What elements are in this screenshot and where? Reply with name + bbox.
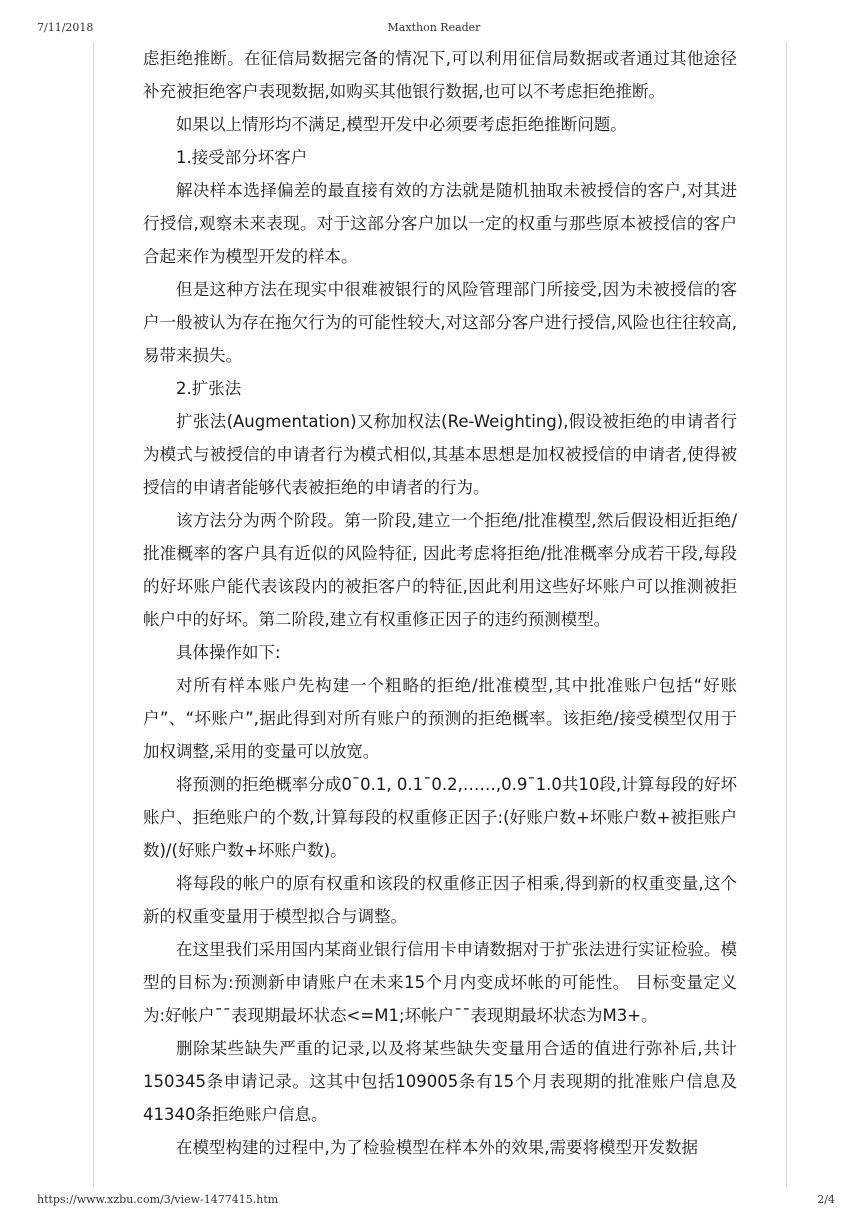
section-heading: 1.接受部分坏客户 <box>176 148 308 167</box>
page-indicator: 2/4 <box>817 1193 835 1206</box>
paragraph: 在模型构建的过程中,为了检验模型在样本外的效果,需要将模型开发数据 <box>176 1138 698 1157</box>
app-title: Maxthon Reader <box>387 21 481 34</box>
article-body <box>143 42 737 1164</box>
paragraph: 如果以上情形均不满足,模型开发中必须要考虑拒绝推断问题。 <box>176 115 627 134</box>
paragraph: 扩张法(Augmentation)又称加权法(Re-Weighting),假设被拒绝的申请者行为模式与被授信的申请者行为模式相似,其基本思想是加权被授信的申请者,使得被授信的申请者能够代表被拒绝的申请者的行为。 <box>143 412 737 497</box>
paragraph: 对所有样本账户先构建一个粗略的拒绝/批准模型,其中批准账户包括“好账户”、“坏账户”,据此得到对所有账户的预测的拒绝概率。该拒绝/接受模型仅用于加权调整,采用的变量可以放宽。 <box>143 676 737 761</box>
paragraph: 具体操作如下: <box>176 643 281 662</box>
print-header <box>0 21 868 37</box>
paragraph: 在这里我们采用国内某商业银行信用卡申请数据对于扩张法进行实证检验。模型的目标为:预测新申请账户在未来15个月内变成坏帐的可能性。 目标变量定义为:好帐户¯¯表现期最坏状态<=M1;坏帐户¯¯表现期最坏状态为M3+。 <box>143 940 737 1025</box>
paragraph: 将每段的帐户的原有权重和该段的权重修正因子相乘,得到新的权重变量,这个新的权重变量用于模型拟合与调整。 <box>143 874 737 926</box>
paragraph: 该方法分为两个阶段。第一阶段,建立一个拒绝/批准模型,然后假设相近拒绝/批准概率的客户具有近似的风险特征, 因此考虑将拒绝/批准概率分成若干段,每段的好坏账户能代表该段内的被拒客户的特征,因此利用这些好坏账户可以推测被拒帐户中的好坏。第二阶段,建立有权重修正因子的违约预测模型。 <box>143 511 737 629</box>
print-date: 7/11/2018 <box>37 21 94 34</box>
paragraph: 将预测的拒绝概率分成0¯0.1, 0.1¯0.2,……,0.9¯1.0共10段,计算每段的好坏账户、拒绝账户的个数,计算每段的权重修正因子:(好账户数+坏账户数+被拒账户数)/(好账户数+坏账户数)。 <box>143 775 737 860</box>
paragraph: 解决样本选择偏差的最直接有效的方法就是随机抽取未被授信的客户,对其进行授信,观察未来表现。对于这部分客户加以一定的权重与那些原本被授信的客户合起来作为模型开发的样本。 <box>143 181 737 266</box>
page-url: https://www.xzbu.com/3/view-1477415.htm <box>37 1193 279 1206</box>
section-heading: 2.扩张法 <box>176 379 242 398</box>
print-footer <box>0 1193 868 1209</box>
paragraph: 虑拒绝推断。在征信局数据完备的情况下,可以利用征信局数据或者通过其他途径补充被拒绝客户表现数据,如购买其他银行数据,也可以不考虑拒绝推断。 <box>143 49 737 101</box>
paragraph: 但是这种方法在现实中很难被银行的风险管理部门所接受,因为未被授信的客户一般被认为存在拖欠行为的可能性较大,对这部分客户进行授信,风险也往往较高,易带来损失。 <box>143 280 737 365</box>
paragraph: 删除某些缺失严重的记录,以及将某些缺失变量用合适的值进行弥补后,共计150345条申请记录。这其中包括109005条有15个月表现期的批准账户信息及41340条拒绝账户信息。 <box>143 1039 737 1124</box>
